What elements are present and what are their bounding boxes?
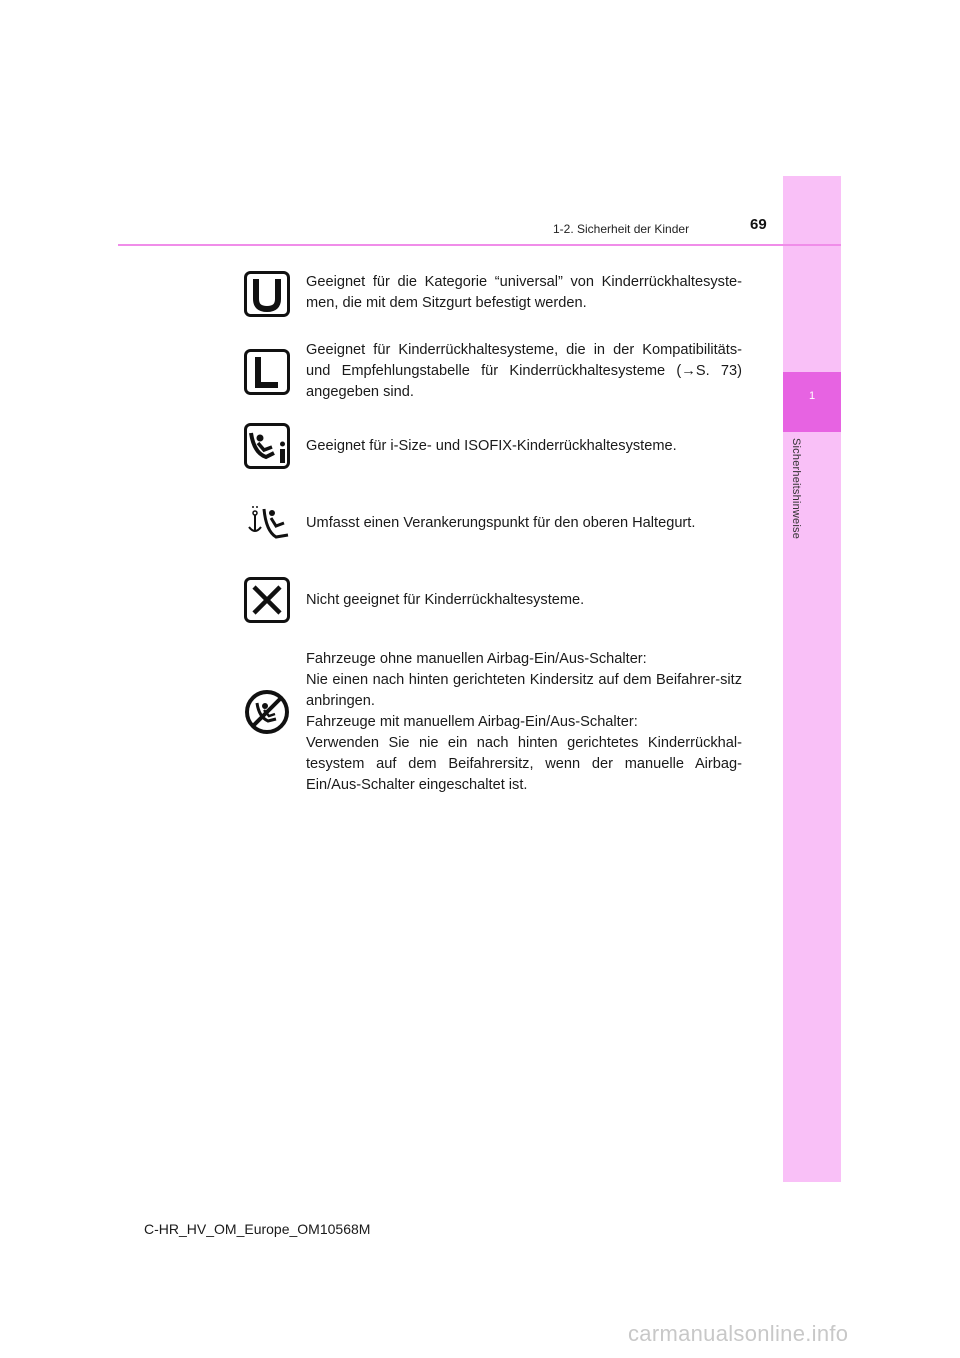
chapter-number: 1	[808, 390, 816, 402]
no-rear-facing-seat-icon	[244, 689, 290, 735]
row-text-line: Nie einen nach hinten gerichteten Kindersitz auf dem Beifahrer-sitz anbringen.	[306, 672, 742, 709]
row-text-block	[306, 649, 742, 796]
chapter-label: Sicherheitshinweise	[790, 438, 802, 540]
isofix-seat-icon	[244, 423, 290, 469]
row-text-line: Fahrzeuge mit manuellem Airbag-Ein/Aus-Schalter:	[306, 714, 638, 730]
not-suitable-cross-icon	[244, 577, 290, 623]
row-text: Nicht geeignet für Kinderrückhaltesysteme.	[306, 592, 585, 608]
top-tether-anchor-icon	[244, 501, 290, 547]
watermark: carmanualsonline.info	[628, 1321, 849, 1346]
u-universal-icon	[244, 271, 290, 317]
header-divider	[118, 244, 841, 246]
chapter-tab-active	[783, 372, 841, 432]
row-text: Geeignet für Kinderrückhaltesysteme, die in der Kompatibilitäts-und Empfehlungstabelle für Kinderrückhaltesysteme (→S. 73) angegeben sind.	[306, 342, 742, 400]
row-text: Geeignet für i-Size- und ISOFIX-Kinderrückhaltesysteme.	[306, 438, 677, 454]
row-text-line: Fahrzeuge ohne manuellen Airbag-Ein/Aus-Schalter:	[306, 651, 647, 667]
l-listed-icon	[244, 349, 290, 395]
section-title: 1-2. Sicherheit der Kinder	[553, 222, 690, 236]
row-text-line: Verwenden Sie nie ein nach hinten gerichtetes Kinderrückhal-tesystem auf dem Beifahrersitz, wenn der manuelle Airbag-Ein/Aus-Schalter eingeschaltet ist.	[306, 735, 742, 793]
chapter-side-tab	[783, 176, 841, 1182]
page-number: 69	[750, 216, 767, 233]
document-id: C-HR_HV_OM_Europe_OM10568M	[144, 1221, 371, 1237]
row-text: Geeignet für die Kategorie “universal” von Kinderrückhaltesyste-men, die mit dem Sitzgurt befestigt werden.	[306, 274, 742, 311]
row-text: Umfasst einen Verankerungspunkt für den oberen Haltegurt.	[306, 515, 696, 531]
